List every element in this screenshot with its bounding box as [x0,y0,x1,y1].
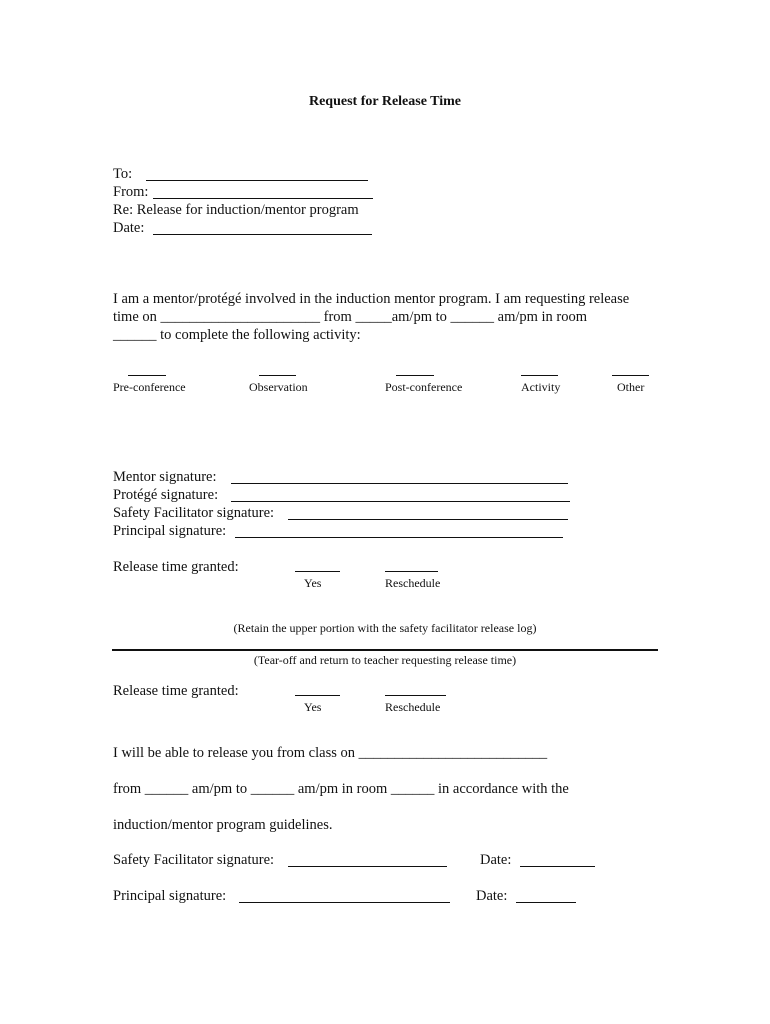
intro-line-2: time on ______________________ from _____am/pm to ______ am/pm in room [113,309,588,325]
memo-date-field[interactable] [153,234,372,235]
protege-signature-label: Protégé signature: [113,487,219,503]
retain-note: (Retain the upper portion with the safety facilitator release log) [233,621,537,635]
lower-release-line-3: induction/mentor program guidelines. [113,817,333,833]
lower-release-reschedule-blank[interactable] [385,695,446,696]
release-yes-blank[interactable] [295,571,340,572]
lower-safety-date-field[interactable] [520,866,595,867]
tear-off-line [112,649,658,651]
lower-release-yes-label: Yes [304,700,322,714]
activity-blank-other[interactable] [612,375,649,376]
safety-signature-label: Safety Facilitator signature: [113,505,275,521]
lower-principal-date-label: Date: [476,888,508,904]
principal-signature-label: Principal signature: [113,523,227,539]
memo-to-field[interactable] [146,180,368,181]
memo-from-field[interactable] [153,198,373,199]
protege-signature-field[interactable] [231,501,570,502]
release-yes-label: Yes [304,576,322,590]
lower-release-yes-blank[interactable] [295,695,340,696]
lower-safety-signature-field[interactable] [288,866,447,867]
activity-blank-pre-conference[interactable] [128,375,166,376]
safety-signature-field[interactable] [288,519,568,520]
lower-principal-signature-field[interactable] [239,902,450,903]
lower-release-reschedule-label: Reschedule [385,700,441,714]
lower-release-granted-label: Release time granted: [113,683,239,699]
intro-line-3: ______ to complete the following activity: [113,327,361,343]
lower-release-line-2: from ______ am/pm to ______ am/pm in room ______ in accordance with the [113,781,569,797]
activity-label-activity: Activity [521,380,561,394]
lower-release-line-1: I will be able to release you from class on __________________________ [113,745,548,761]
tear-off-note: (Tear-off and return to teacher requesting release time) [253,653,517,667]
activity-blank-post-conference[interactable] [396,375,434,376]
activity-label-other: Other [617,380,645,394]
release-reschedule-label: Reschedule [385,576,441,590]
page-title: Request for Release Time [308,94,462,109]
principal-signature-field[interactable] [235,537,563,538]
activity-blank-observation[interactable] [259,375,296,376]
memo-re: Re: Release for induction/mentor program [113,202,359,218]
mentor-signature-label: Mentor signature: [113,469,217,485]
release-reschedule-blank[interactable] [385,571,438,572]
activity-blank-activity[interactable] [521,375,558,376]
activity-label-post-conference: Post-conference [385,380,463,394]
intro-line-1: I am a mentor/protégé involved in the induction mentor program. I am requesting release [113,291,630,307]
lower-safety-date-label: Date: [480,852,512,868]
release-granted-label: Release time granted: [113,559,239,575]
lower-principal-date-field[interactable] [516,902,576,903]
mentor-signature-field[interactable] [231,483,568,484]
activity-label-pre-conference: Pre-conference [113,380,186,394]
lower-principal-signature-label: Principal signature: [113,888,227,904]
memo-from-label: From: [113,184,149,200]
memo-date-label: Date: [113,220,145,236]
lower-safety-signature-label: Safety Facilitator signature: [113,852,275,868]
activity-label-observation: Observation [249,380,308,394]
memo-to-label: To: [113,166,133,182]
